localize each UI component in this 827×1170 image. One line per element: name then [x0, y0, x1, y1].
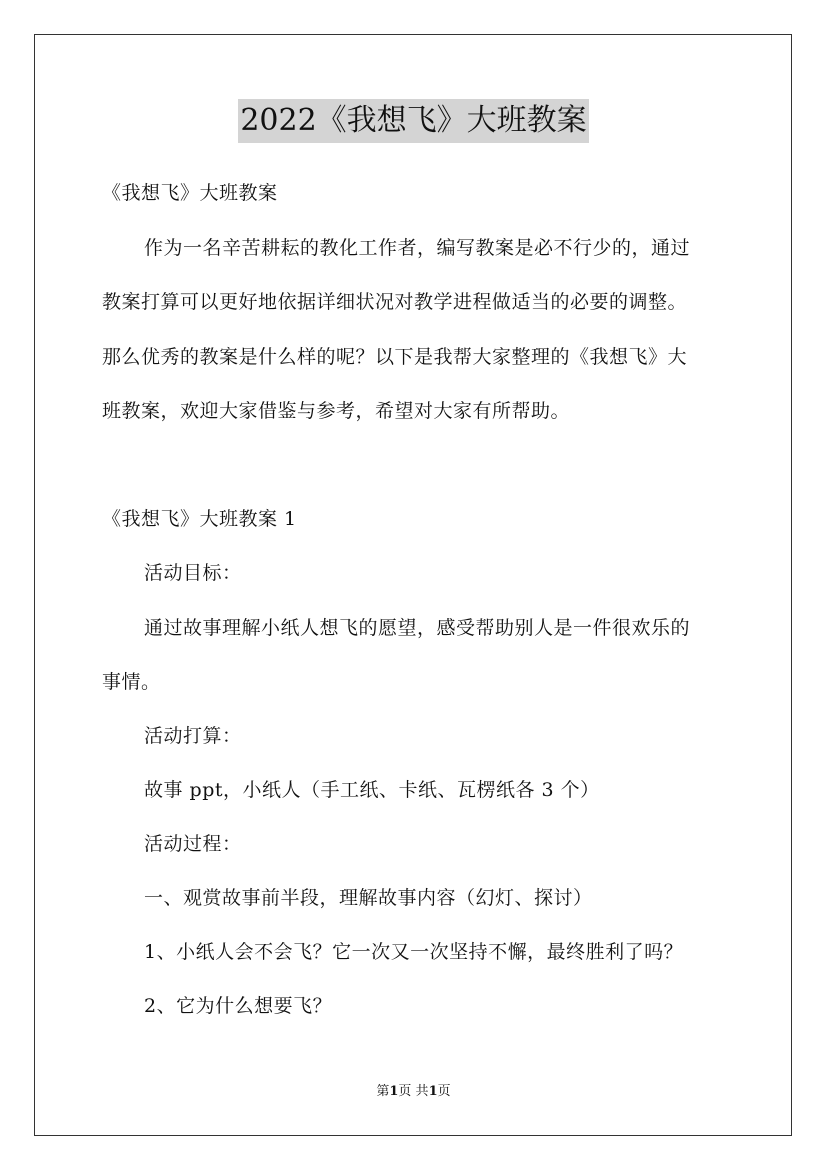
document-title: 2022《我想飞》大班教案	[238, 99, 588, 143]
process-item-1: 一、观赏故事前半段，理解故事内容（幻灯、探讨）	[144, 887, 593, 909]
footer-mid: 页 共	[398, 1084, 429, 1099]
intro-line-2: 教案打算可以更好地依据详细状况对教学进程做适当的必要的调整。	[102, 291, 688, 313]
title-container	[0, 99, 827, 143]
footer-prefix: 第	[376, 1084, 390, 1099]
subtitle: 《我想飞》大班教案	[102, 182, 278, 204]
page-footer	[0, 1083, 827, 1101]
section-heading: 《我想飞》大班教案 1	[102, 508, 297, 530]
intro-line-3: 那么优秀的教案是什么样的呢？以下是我帮大家整理的《我想飞》大	[102, 346, 688, 368]
prep-label: 活动打算：	[144, 725, 242, 747]
footer-page-number: 1	[389, 1084, 399, 1099]
intro-line-1: 作为一名辛苦耕耘的教化工作者，编写教案是必不行少的，通过	[144, 237, 691, 259]
footer-suffix: 页	[437, 1084, 451, 1099]
footer-page-total: 1	[428, 1084, 438, 1099]
process-item-2: 1、小纸人会不会飞？它一次又一次坚持不懈，最终胜利了吗？	[144, 941, 684, 963]
goal-label: 活动目标：	[144, 562, 242, 584]
prep-text: 故事 ppt，小纸人（手工纸、卡纸、瓦楞纸各 3 个）	[144, 779, 600, 801]
goal-line-1: 通过故事理解小纸人想飞的愿望，感受帮助别人是一件很欢乐的	[144, 617, 691, 639]
goal-line-2: 事情。	[102, 671, 161, 693]
process-label: 活动过程：	[144, 833, 242, 855]
intro-line-4: 班教案，欢迎大家借鉴与参考，希望对大家有所帮助。	[102, 400, 571, 422]
process-item-3: 2、它为什么想要飞？	[144, 995, 333, 1017]
